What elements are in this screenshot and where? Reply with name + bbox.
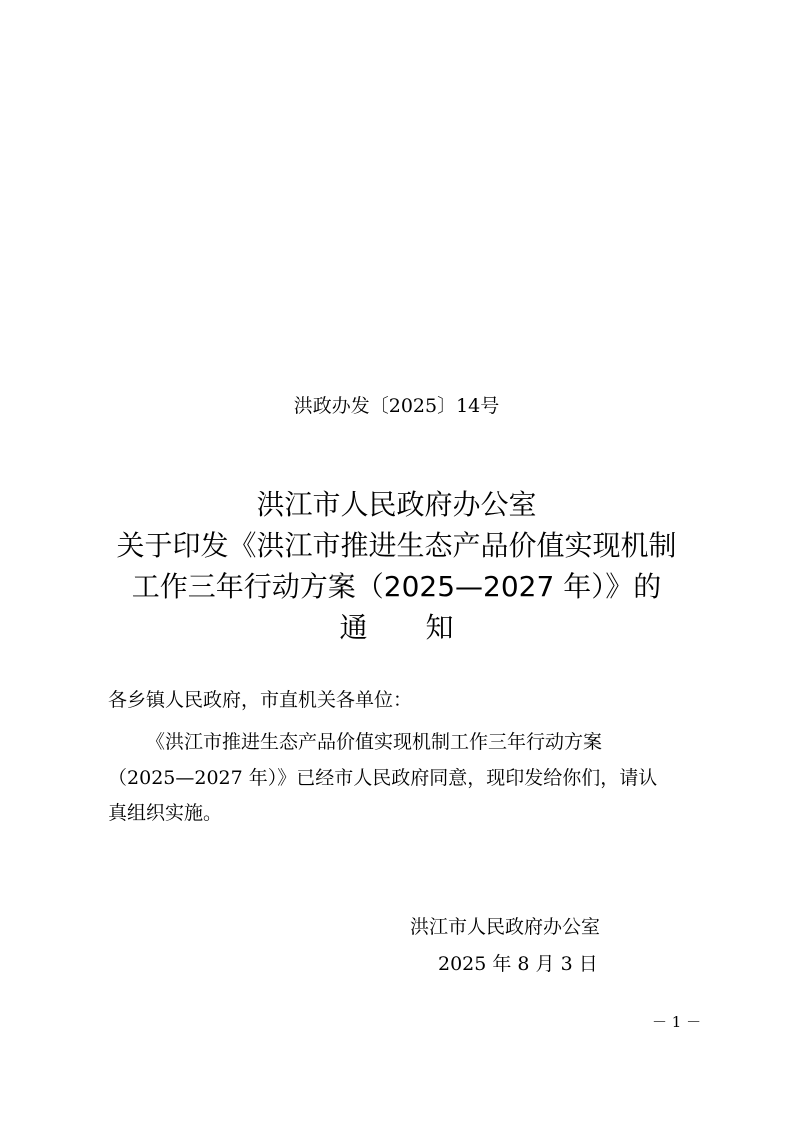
salutation: 各乡镇人民政府，市直机关各单位： xyxy=(108,689,413,711)
issue-date: 2025 年 8 月 3 日 xyxy=(438,953,598,975)
issuer-signature: 洪江市人民政府办公室 xyxy=(410,916,601,938)
body-line-2 xyxy=(108,765,657,791)
document-number: 洪政办发〔2025〕14号 xyxy=(293,395,500,417)
title-line-4 xyxy=(0,607,793,648)
title-line-1: 洪江市人民政府办公室 xyxy=(256,488,537,521)
title-line-2: 关于印发《洪江市推进生态产品价值实现机制 xyxy=(116,529,677,562)
body-line-3: 真组织实施。 xyxy=(108,802,223,824)
document-title xyxy=(0,484,793,648)
body-line-1: 《洪江市推进生态产品价值实现机制工作三年行动方案 xyxy=(146,731,603,753)
title-notice-char-2: 知 xyxy=(425,611,454,644)
body-line-2-paren: （ xyxy=(108,767,128,789)
page-number: － 1 － xyxy=(652,1013,702,1031)
title-line-3: 工作三年行动方案（2025—2027 年）》的 xyxy=(131,570,662,603)
body-line-2-rest: 年）》已经市人民政府同意，现印发给你们，请认 xyxy=(248,767,658,789)
title-notice-char-1: 通 xyxy=(339,611,368,644)
body-line-2-years: 2025—2027 xyxy=(127,767,249,789)
